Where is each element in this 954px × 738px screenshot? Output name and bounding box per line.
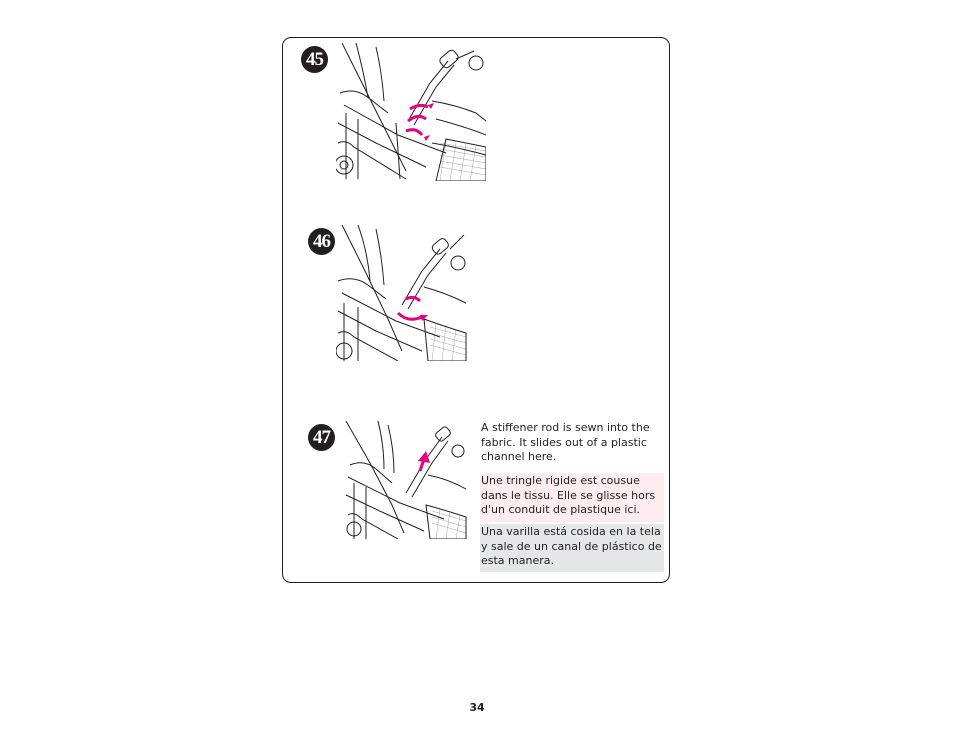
step-45-illustration [336, 43, 486, 181]
page-number: 34 [469, 701, 485, 714]
instruction-text-french: Une tringle rigide est cousue dans le tissu. Elle se glisse hors d'un conduit de plastique ici. [480, 473, 664, 522]
step-number-badge: 45 [301, 46, 328, 73]
step-number-badge: 46 [308, 228, 335, 255]
instruction-text-spanish: Una varilla está cosida en la tela y sale de un canal de plástico de esta manera. [480, 524, 664, 572]
step-46-illustration [336, 223, 468, 361]
instruction-text-english: A stiffener rod is sewn into the fabric. It slides out of a plastic channel here. [481, 421, 650, 464]
step-47-illustration [344, 419, 468, 539]
step-number-badge: 47 [308, 424, 335, 451]
